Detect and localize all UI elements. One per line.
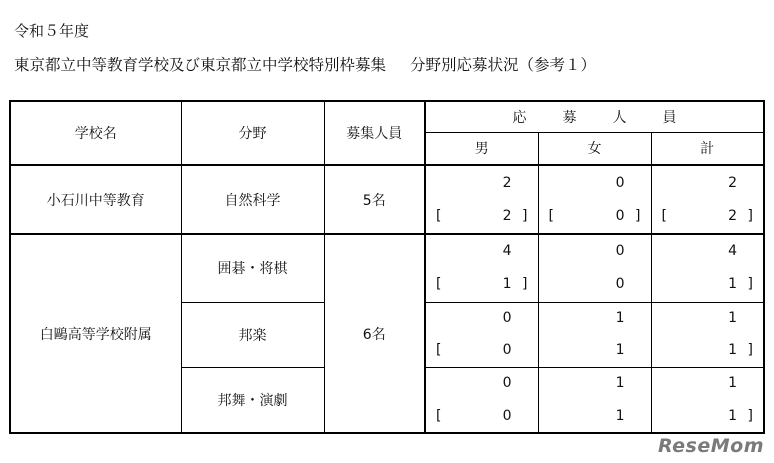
female-count: 0 (615, 174, 625, 191)
male-bracket-count: 0 (502, 407, 512, 424)
title-text: 東京都立中等教育学校及び東京都立中学校特別枠募集 (14, 56, 387, 74)
school-name: 白鷗高等学校附属 (10, 234, 181, 433)
male-bracket-count: 1 (502, 276, 512, 293)
female-bracket-cell (538, 334, 651, 367)
female-bracket-count: 1 (615, 342, 625, 359)
title-note: 分野別応募状況（参考１） (410, 56, 597, 74)
total-count: 2 (728, 174, 737, 191)
field-name: 自然科学 (181, 165, 324, 234)
total-count: 1 (728, 375, 737, 392)
male-count: 0 (502, 375, 512, 392)
total-count-cell (651, 165, 764, 199)
total-bracket-count: 2 (728, 208, 737, 224)
capacity: 6名 (324, 234, 425, 433)
applicants-char: 人 (612, 109, 627, 126)
header-applicants (425, 101, 764, 132)
field-name: 邦舞・演劇 (181, 367, 324, 433)
male-bracket-count: 0 (502, 342, 512, 359)
female-bracket-count: 0 (615, 276, 625, 293)
female-count-cell (538, 165, 651, 199)
total-bracket-cell: 1 ] (651, 334, 764, 367)
female-bracket-count: 1 (615, 407, 625, 424)
male-count: 2 (502, 174, 512, 191)
resemom-logo: ReseMom (657, 435, 764, 457)
field-name: 囲碁・将棋 (181, 234, 324, 302)
male-count: 4 (502, 243, 512, 259)
female-count-cell (538, 367, 651, 399)
male-bracket-cell: [ 2 ] (425, 199, 538, 234)
total-bracket-cell: 1 ] (651, 399, 764, 433)
total-bracket-count: 1 (728, 407, 737, 424)
female-bracket-cell (538, 267, 651, 302)
male-count-cell (425, 302, 538, 334)
total-count-cell (651, 367, 764, 399)
fiscal-year: 令和５年度 (14, 22, 90, 40)
header-school: 学校名 (10, 101, 181, 165)
total-bracket-cell: 1 ] (651, 267, 764, 302)
total-bracket-count: 1 (728, 276, 737, 293)
male-bracket-cell: [ 0 (425, 334, 538, 367)
header-male: 男 (425, 132, 538, 165)
field-name: 邦楽 (181, 302, 324, 367)
header-total: 計 (651, 132, 764, 165)
table-row (10, 165, 764, 199)
female-count-cell (538, 302, 651, 334)
total-bracket-cell: [ 2 ] (651, 199, 764, 234)
header-female: 女 (538, 132, 651, 165)
male-count-cell (425, 165, 538, 199)
total-count-cell (651, 302, 764, 334)
header-capacity: 募集人員 (324, 101, 425, 165)
total-count: 1 (728, 310, 737, 327)
total-count: 4 (728, 243, 737, 259)
applicants-char: 募 (562, 109, 577, 126)
header-field: 分野 (181, 101, 324, 165)
school-name: 小石川中等教育 (10, 165, 181, 234)
male-count-cell (425, 234, 538, 267)
female-bracket-cell: [ 0 ] (538, 199, 651, 234)
female-count-cell (538, 234, 651, 267)
male-count-cell (425, 367, 538, 399)
applications-table (9, 100, 765, 434)
table-row (10, 234, 764, 267)
male-bracket-cell: [ 1 ] (425, 267, 538, 302)
male-bracket-cell: [ 0 (425, 399, 538, 433)
female-count: 1 (615, 310, 625, 327)
applicants-char: 員 (662, 109, 677, 126)
capacity: 5名 (324, 165, 425, 234)
male-bracket-count: 2 (502, 208, 512, 224)
document-title (14, 53, 596, 75)
applicants-char: 応 (512, 109, 527, 126)
female-bracket-cell (538, 399, 651, 433)
female-count: 1 (615, 375, 625, 392)
female-bracket-count: 0 (615, 208, 625, 224)
total-bracket-count: 1 (728, 342, 737, 359)
male-count: 0 (502, 310, 512, 327)
total-count-cell (651, 234, 764, 267)
female-count: 0 (615, 243, 625, 259)
